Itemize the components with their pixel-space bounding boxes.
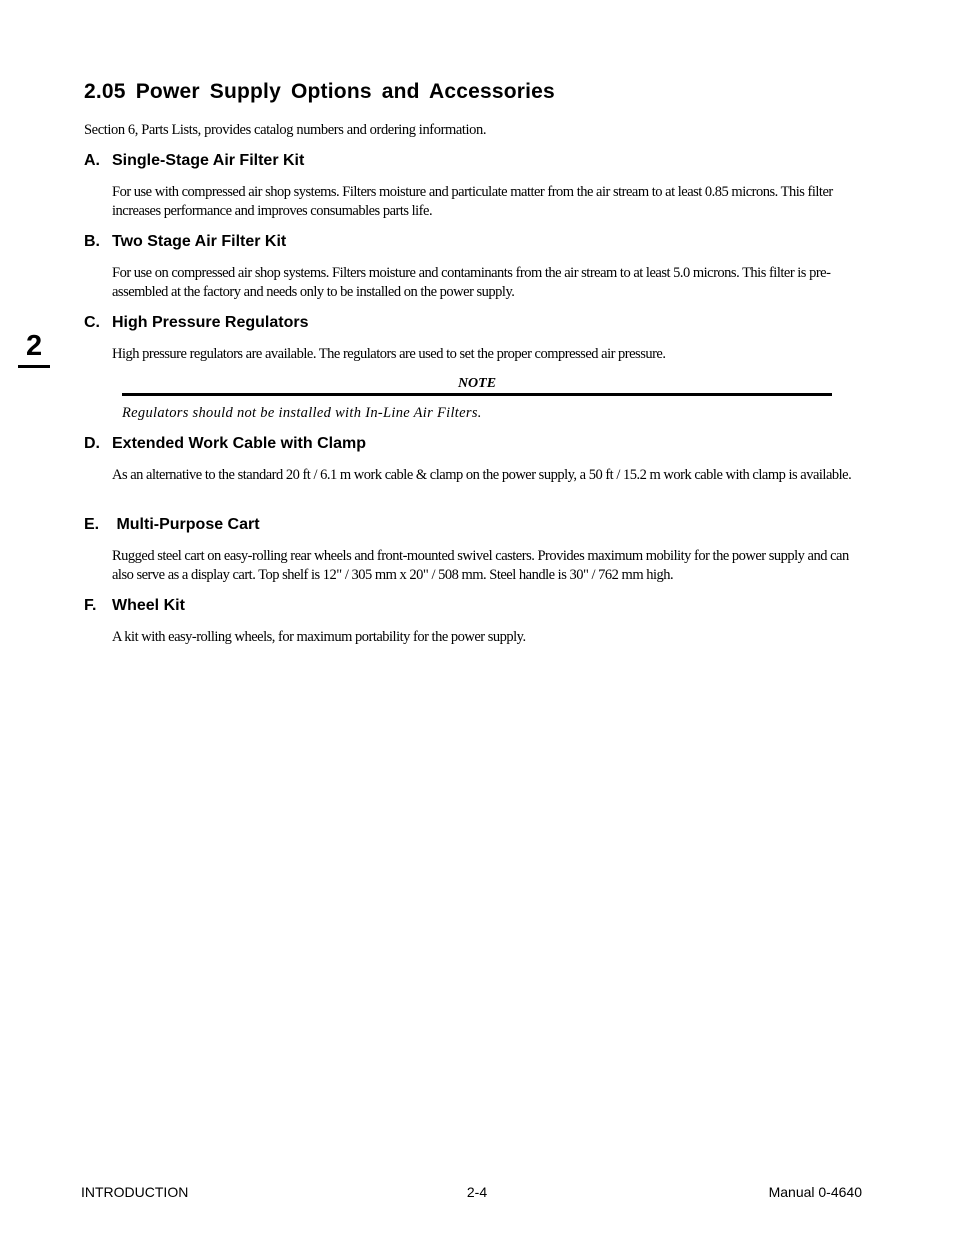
footer-manual-number: Manual 0-4640 — [768, 1184, 862, 1200]
subsection-heading-b — [84, 233, 286, 251]
subsection-text-f: A kit with easy-rolling wheels, for maximum portability for the power supply. — [112, 629, 526, 645]
subsection-letter: A. — [84, 152, 100, 169]
subsection-letter: D. — [84, 435, 100, 452]
subsection-text-c: High pressure regulators are available. The regulators are used to set the proper compressed air pressure. — [112, 346, 666, 362]
chapter-tab — [18, 328, 50, 368]
subsection-title: High Pressure Regulators — [112, 314, 309, 331]
note-divider — [122, 393, 832, 396]
subsection-heading-a — [84, 152, 304, 170]
subsection-title: Single-Stage Air Filter Kit — [112, 152, 305, 169]
subsection-letter: E. — [84, 516, 100, 533]
section-intro: Section 6, Parts Lists, provides catalog numbers and ordering information. — [84, 122, 487, 138]
subsection-letter: B. — [84, 233, 100, 250]
subsection-title: Extended Work Cable with Clamp — [112, 435, 366, 452]
chapter-underline — [18, 365, 50, 368]
footer-section-name: INTRODUCTION — [81, 1184, 189, 1200]
note-text: Regulators should not be installed with In-Line Air Filters. — [122, 405, 482, 421]
subsection-title: Multi-Purpose Cart — [112, 516, 260, 533]
subsection-heading-c — [84, 314, 309, 332]
subsection-letter: C. — [84, 314, 100, 331]
subsection-heading-d — [84, 435, 366, 453]
subsection-letter: F. — [84, 597, 97, 614]
subsection-heading-f — [84, 597, 185, 615]
subsection-text-a: For use with compressed air shop systems. Filters moisture and particulate matter from the air stream to at least 0.85 microns. This filter increases performance and improves consumables parts life. — [112, 184, 833, 219]
footer-page-number: 2-4 — [466, 1184, 488, 1200]
subsection-title: Wheel Kit — [112, 597, 185, 614]
subsection-heading-e — [84, 516, 260, 534]
chapter-number: 2 — [26, 330, 43, 362]
section-title: 2.05 Power Supply Options and Accessories — [84, 80, 555, 103]
subsection-text-b: For use on compressed air shop systems. Filters moisture and contaminants from the air stream to at least 5.0 microns. This filter is pre-assembled at the factory and needs only to be installed on the power supply. — [112, 265, 831, 300]
subsection-text-d: As an alternative to the standard 20 ft / 6.1 m work cable & clamp on the power supply, a 50 ft / 15.2 m work cable with clamp is available. — [112, 467, 852, 483]
subsection-text-e: Rugged steel cart on easy-rolling rear wheels and front-mounted swivel casters. Provides maximum mobility for the power supply and can also serve as a display cart. Top shelf is 12" / 305 mm x 20" / 508 mm. Steel handle is 30" / 762 mm high. — [112, 548, 849, 583]
subsection-title: Two Stage Air Filter Kit — [112, 233, 287, 250]
note-label: NOTE — [457, 376, 497, 391]
